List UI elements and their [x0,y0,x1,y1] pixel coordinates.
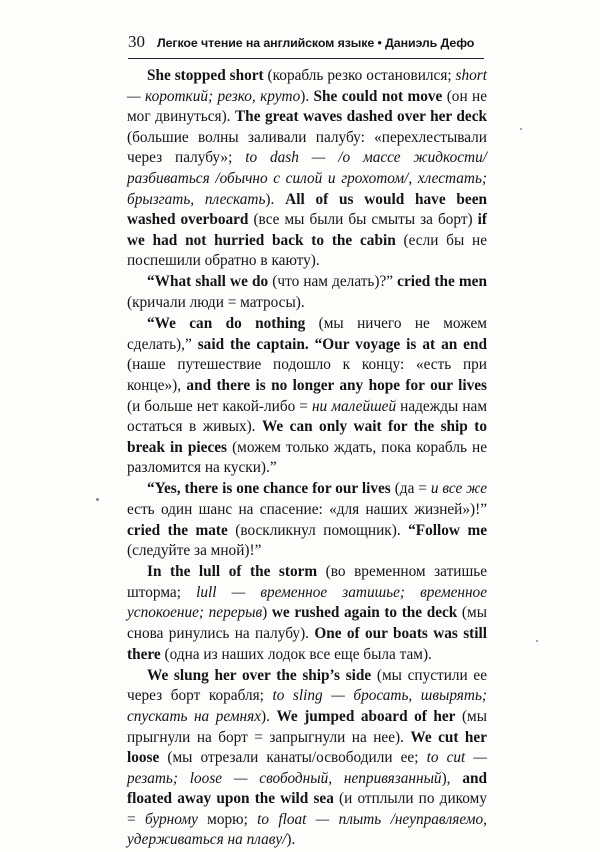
paragraph [127,479,487,561]
translation: (во временном затишье шторма; [127,563,487,601]
gloss: to dash — /о массе жидкости/ разбиваться /обычно с силой и грохотом/, хлестать; брызгать, плескать [127,149,487,208]
translation: (мы прыгнули на борт = запрыгнули на нее). [127,707,487,746]
translation: морю; [197,810,258,828]
translation: (и больше нет какой-либо = [127,397,312,415]
running-title: Легкое чтение на английском языке • Даниэль Дефо [157,36,475,50]
translation: (и отплыли по дикому = [127,790,487,828]
paragraph [127,272,487,313]
main-text [127,66,487,852]
translation: (воскликнул помощник). [227,521,409,539]
english-phrase: and there is no longer any hope for our lives [186,376,488,394]
translation: ). [265,190,286,208]
gloss: short — короткий; резко, круто [127,67,487,105]
page-number: 30 [128,32,145,51]
translation: надежды нам остаться в живых). [127,397,488,436]
translation: (да = [390,480,431,498]
english-phrase: cried the mate [127,521,228,539]
english-phrase: One of our boats was still there [127,625,488,663]
translation: (если бы не поспешили обратно в каюту). [127,231,487,270]
gloss: to float — плыть /неуправляемо, удерживаться на плаву/ [127,810,487,849]
english-phrase: we rushed again to the deck [271,604,458,622]
translation: ) [262,604,272,622]
gloss: бурному [144,810,198,828]
english-phrase: We jumped aboard of her [276,707,456,725]
translation: (можем только ждать, пока корабль не разломится на куски).” [127,438,488,477]
paragraph [127,66,487,272]
translation: (мы снова ринулись на палубу). [127,604,487,643]
english-phrase: “Follow me [408,521,487,539]
english-phrase: We can only wait for the ship to break in pieces [127,418,487,456]
page-header [128,32,484,59]
translation: (он не мог двинуться). [127,87,487,126]
english-phrase: The great waves dashed over her deck [234,108,487,126]
english-phrase: cried the men [397,273,487,291]
translation: (корабль резко остановился; [263,67,456,84]
translation: (мы ничего не можем сделать),” [127,315,487,353]
translation: ). [300,87,314,105]
gloss: to cut — резать; loose — свободный, непривязанный [127,749,487,787]
english-phrase: We slung her over the ship’s side [147,666,372,684]
translation: (что нам делать)?” [268,273,398,291]
paragraph [127,314,487,479]
english-phrase: All of us would have been washed overboard [127,190,487,229]
translation: (наше путешествие подошло к концу: «есть при конце»), [127,356,487,394]
print-speck [536,640,538,642]
gloss: ни малейшей [311,397,397,415]
english-phrase: and floated away upon the wild sea [127,769,487,808]
english-phrase: said the captain. “Our voyage is at an end [197,335,487,353]
translation: (следуйте за мной)!” [127,542,262,560]
print-speck [96,498,99,501]
gloss: lull — временное затишье; временное успокоение; перерыв [127,583,487,622]
english-phrase: “Yes, there is one chance for our lives [147,480,391,498]
translation: (большие волны заливали палубу: «перехлестывали через палубу»; [127,128,487,167]
english-phrase: if we had not hurried back to the cabin [127,211,487,249]
translation: ). [261,707,277,725]
english-phrase: She could not move [313,87,443,105]
english-phrase: “What shall we do [147,273,269,291]
translation: ). [286,831,296,849]
print-speck [520,128,522,130]
translation: есть один шанс на спасение: «для наших жизней»)!” [127,500,487,518]
translation: (все мы были бы смыты за борт) [248,211,478,229]
translation: (кричали люди = матросы). [127,294,305,312]
paragraph [127,666,487,851]
translation: (одна из наших лодок все еще была там). [160,645,432,663]
gloss: to sling — бросать, швырять; спускать на ремнях [127,687,487,725]
translation: (мы отрезали канаты/освободили ее; [159,749,427,767]
english-phrase: She stopped short [147,67,264,84]
english-phrase: We cut her loose [127,728,487,767]
translation: ), [441,769,463,787]
english-phrase: In the lull of the storm [147,563,318,581]
paragraph [127,562,487,665]
english-phrase: “We can do nothing [147,315,306,333]
translation: (мы спустили ее через борт корабля; [127,666,487,705]
gloss: и все же [430,480,487,498]
